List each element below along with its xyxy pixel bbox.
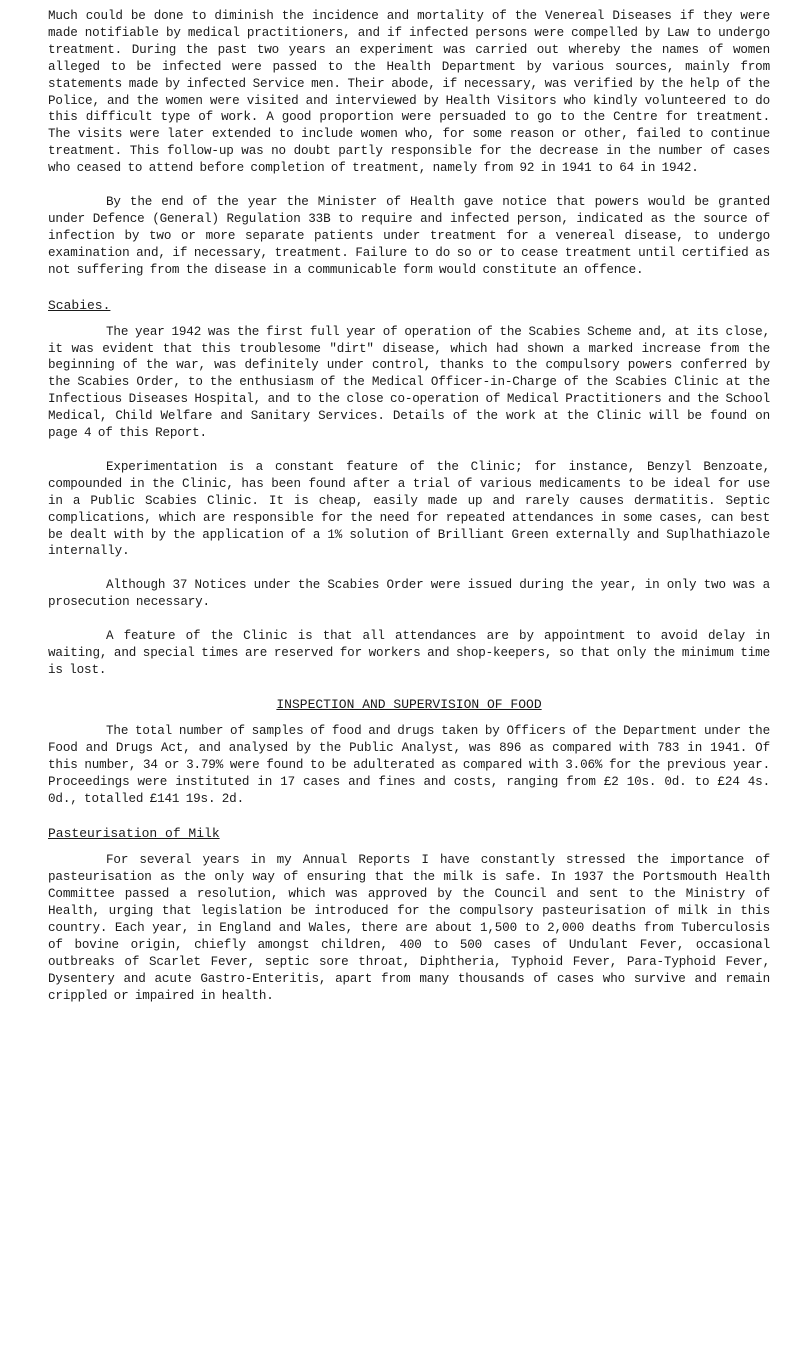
food-inspection-heading: INSPECTION AND SUPERVISION OF FOOD (276, 696, 542, 712)
milk-heading-wrap (48, 824, 770, 842)
defence-regulation-paragraph: By the end of the year the Minister of Health gave notice that powers would be granted under Defence (General) Regulation 33B to require and infected person, indicated as the source of infection by two or more separate patients under treatment for a venereal disease, to undergo examination and, if necessary, treatment. Failure to do so or to cease treatment until certified as not suffering from the disease in a communicable form would constitute an offence. (48, 195, 770, 277)
scabies-notices-paragraph: Although 37 Notices under the Scabies Order were issued during the year, in only two was a prosecution necessary. (48, 578, 770, 610)
report-page (48, 8, 770, 1005)
scabies-appointments-paragraph: A feature of the Clinic is that all attendances are by appointment to avoid delay in waiting, and special times are reserved for workers and shop-keepers, so that only the minimum time is lost. (48, 629, 770, 677)
food-heading-wrap (48, 696, 770, 713)
venereal-disease-paragraph: Much could be done to diminish the incidence and mortality of the Venereal Diseases if they were made notifiable by medical practitioners, and if infected persons were compelled by Law to undergo treatment. During the past two years an experiment was carried out whereby the names of women alleged to be infected were passed to the Health Department by various sources, mainly from statements made by infected Service men. Their abode, if necessary, was verified by the help of the Police, and the women were visited and interviewed by Health Visitors who kindly volunteered to do this difficult type of work. A good proportion were persuaded to go to the Centre for treatment. The visits were later extended to include women who, for some reason or other, failed to continue treatment. This follow-up was no doubt partly responsible for the decrease in the number of cases who ceased to attend before completion of treatment, namely from 92 in 1941 to 64 in 1942. (48, 9, 770, 176)
scabies-scheme-paragraph: The year 1942 was the first full year of operation of the Scabies Scheme and, at its close, it was evident that this troublesome "dirt" disease, which had shown a marked increase from the beginning of the war, was definitely under control, thanks to the compulsory powers conferred by the Scabies Order, to the enthusiasm of the Medical Officer-in-Charge of the Scabies Clinic at the Infectious Diseases Hospital, and to the close co-operation of Medical Practitioners and the School Medical, Child Welfare and Sanitary Services. Details of the work at the Clinic will be found on page 4 of this Report. (48, 324, 770, 441)
milk-pasteurisation-heading: Pasteurisation of Milk (48, 826, 220, 842)
milk-pasteurisation-paragraph: For several years in my Annual Reports I have constantly stressed the importance of pasteurisation as the only way of ensuring that the milk is safe. In 1937 the Portsmouth Health Committee passed a resolution, which was approved by the Council and sent to the Ministry of Health, urging that legislation be introduced for the compulsory pasteurisation of milk in this country. Each year, in England and Wales, there are about 1,500 to 2,000 deaths from Tuberculosis of bovine origin, chiefly amongst children, 400 to 500 cases of Undulant Fever, occasional outbreaks of Scarlet Fever, septic sore throat, Diphtheria, Typhoid Fever, Para-Typhoid Fever, Dysentery and acute Gastro-Enteritis, apart from many thousands of cases who survive and remain crippled or impaired in health. (48, 853, 770, 1003)
food-samples-paragraph: The total number of samples of food and drugs taken by Officers of the Department under the Food and Drugs Act, and analysed by the Public Analyst, was 896 as compared with 783 in 1941. Of this number, 34 or 3.79% were found to be adulterated as compared with 3.06% for the previous year. Proceedings were instituted in 17 cases and fines and costs, ranging from £2 10s. 0d. to £24 4s. 0d., totalled £141 19s. 2d. (48, 723, 770, 806)
scabies-experimentation-paragraph: Experimentation is a constant feature of the Clinic; for instance, Benzyl Benzoate, compounded in the Clinic, has been found after a trial of various medicaments to be ideal for use in a Public Scabies Clinic. It is cheap, easily made up and rarely causes dermatitis. Septic complications, which are responsible for the need for repeated attendances in some cases, can best be dealt with by the application of a 1% solution of Brilliant Green externally and Suplhathiazole internally. (48, 459, 770, 559)
scabies-heading: Scabies. (48, 297, 111, 313)
scabies-heading-wrap (48, 296, 770, 314)
